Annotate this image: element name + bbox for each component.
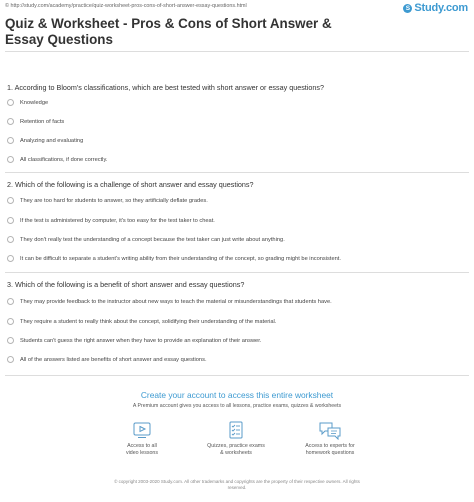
radio-button[interactable] xyxy=(7,118,14,125)
radio-button[interactable] xyxy=(7,255,14,262)
question-1: 1. According to Bloom's classifications, which are best tested with short answer or essay questions? xyxy=(7,83,324,92)
answer-option[interactable] xyxy=(7,253,467,264)
answer-option[interactable] xyxy=(7,195,467,206)
answer-text: All classifications, if done correctly. xyxy=(20,156,108,163)
answer-option[interactable] xyxy=(7,215,467,226)
feature-label xyxy=(191,443,281,457)
answer-option[interactable] xyxy=(7,316,467,327)
radio-button[interactable] xyxy=(7,356,14,363)
answer-text: All of the answers listed are benefits of short answer and essay questions. xyxy=(20,356,207,363)
answer-text: Retention of facts xyxy=(20,118,65,125)
answer-option[interactable] xyxy=(7,135,467,146)
logo-text: Study.com xyxy=(414,2,468,14)
header-bar xyxy=(0,0,474,14)
answer-option[interactable] xyxy=(7,296,467,307)
answer-option[interactable] xyxy=(7,116,467,127)
answer-text: If the test is administered by computer, it's too easy for the test taker to cheat. xyxy=(20,217,215,224)
feature-video-lessons xyxy=(97,420,187,457)
copyright-footer xyxy=(0,479,474,491)
radio-button[interactable] xyxy=(7,137,14,144)
feature-line: Access to all xyxy=(127,443,157,449)
answer-option[interactable] xyxy=(7,335,467,346)
feature-line: homework questions xyxy=(305,450,355,456)
divider xyxy=(5,272,469,273)
study-logo[interactable] xyxy=(403,2,468,14)
answer-text: Students can't guess the right answer when they have to provide an explanation of their answer. xyxy=(20,337,262,344)
answer-text: Knowledge xyxy=(20,99,49,106)
feature-line: Quizzes, practice exams xyxy=(207,443,265,449)
feature-experts xyxy=(285,420,375,457)
feature-line: video lessons xyxy=(125,450,159,456)
copyright-line: © copyright 2003-2020 Study.com. All other trademarks and copyrights are the property of their respective owners. All rights xyxy=(114,479,360,484)
answer-text: They may provide feedback to the instructor about new ways to teach the material or misunderstandings that students have. xyxy=(20,298,332,305)
divider xyxy=(5,375,469,376)
experts-icon xyxy=(318,420,342,440)
divider xyxy=(5,51,469,52)
feature-line: & worksheets xyxy=(220,450,252,456)
feature-practice-exams xyxy=(191,420,281,457)
page-url: © http://study.com/academy/practice/quiz-worksheet-pros-cons-of-short-answer-essay-questions.html xyxy=(5,3,247,9)
feature-label xyxy=(97,443,187,457)
radio-button[interactable] xyxy=(7,236,14,243)
answer-text: Analyzing and evaluating xyxy=(20,137,84,144)
feature-line: Access to experts for xyxy=(305,443,355,449)
answer-option[interactable] xyxy=(7,154,467,165)
cta-subtitle: A Premium account gives you access to all lessons, practice exams, quizzes & worksheets xyxy=(132,403,342,409)
answer-option[interactable] xyxy=(7,97,467,108)
answer-text: They don't really test the understanding of a concept because the test taker can just write about anything. xyxy=(20,236,285,243)
logo-mark-icon: S xyxy=(403,4,412,13)
answer-text: It can be difficult to separate a student's writing ability from their understanding of the concept, so grading might be inconsistent. xyxy=(20,255,341,262)
radio-button[interactable] xyxy=(7,197,14,204)
radio-button[interactable] xyxy=(7,156,14,163)
answer-option[interactable] xyxy=(7,234,467,245)
radio-button[interactable] xyxy=(7,217,14,224)
divider xyxy=(5,172,469,173)
radio-button[interactable] xyxy=(7,298,14,305)
answer-text: They require a student to really think about the concept, solidifying their understanding of the material. xyxy=(20,318,277,325)
practice-exams-icon xyxy=(226,420,246,440)
video-lessons-icon xyxy=(132,420,152,440)
page-title: Quiz & Worksheet - Pros & Cons of Short Answer & Essay Questions xyxy=(5,16,332,47)
answer-option[interactable] xyxy=(7,354,467,365)
copyright-line: reserved. xyxy=(227,485,247,490)
cta-title[interactable]: Create your account to access this entire worksheet xyxy=(140,390,334,400)
feature-label xyxy=(285,443,375,457)
radio-button[interactable] xyxy=(7,99,14,106)
question-2: 2. Which of the following is a challenge of short answer and essay questions? xyxy=(7,180,254,189)
question-3: 3. Which of the following is a benefit of short answer and essay questions? xyxy=(7,280,245,289)
radio-button[interactable] xyxy=(7,318,14,325)
radio-button[interactable] xyxy=(7,337,14,344)
answer-text: They are too hard for students to answer, so they artificially deflate grades. xyxy=(20,197,208,204)
